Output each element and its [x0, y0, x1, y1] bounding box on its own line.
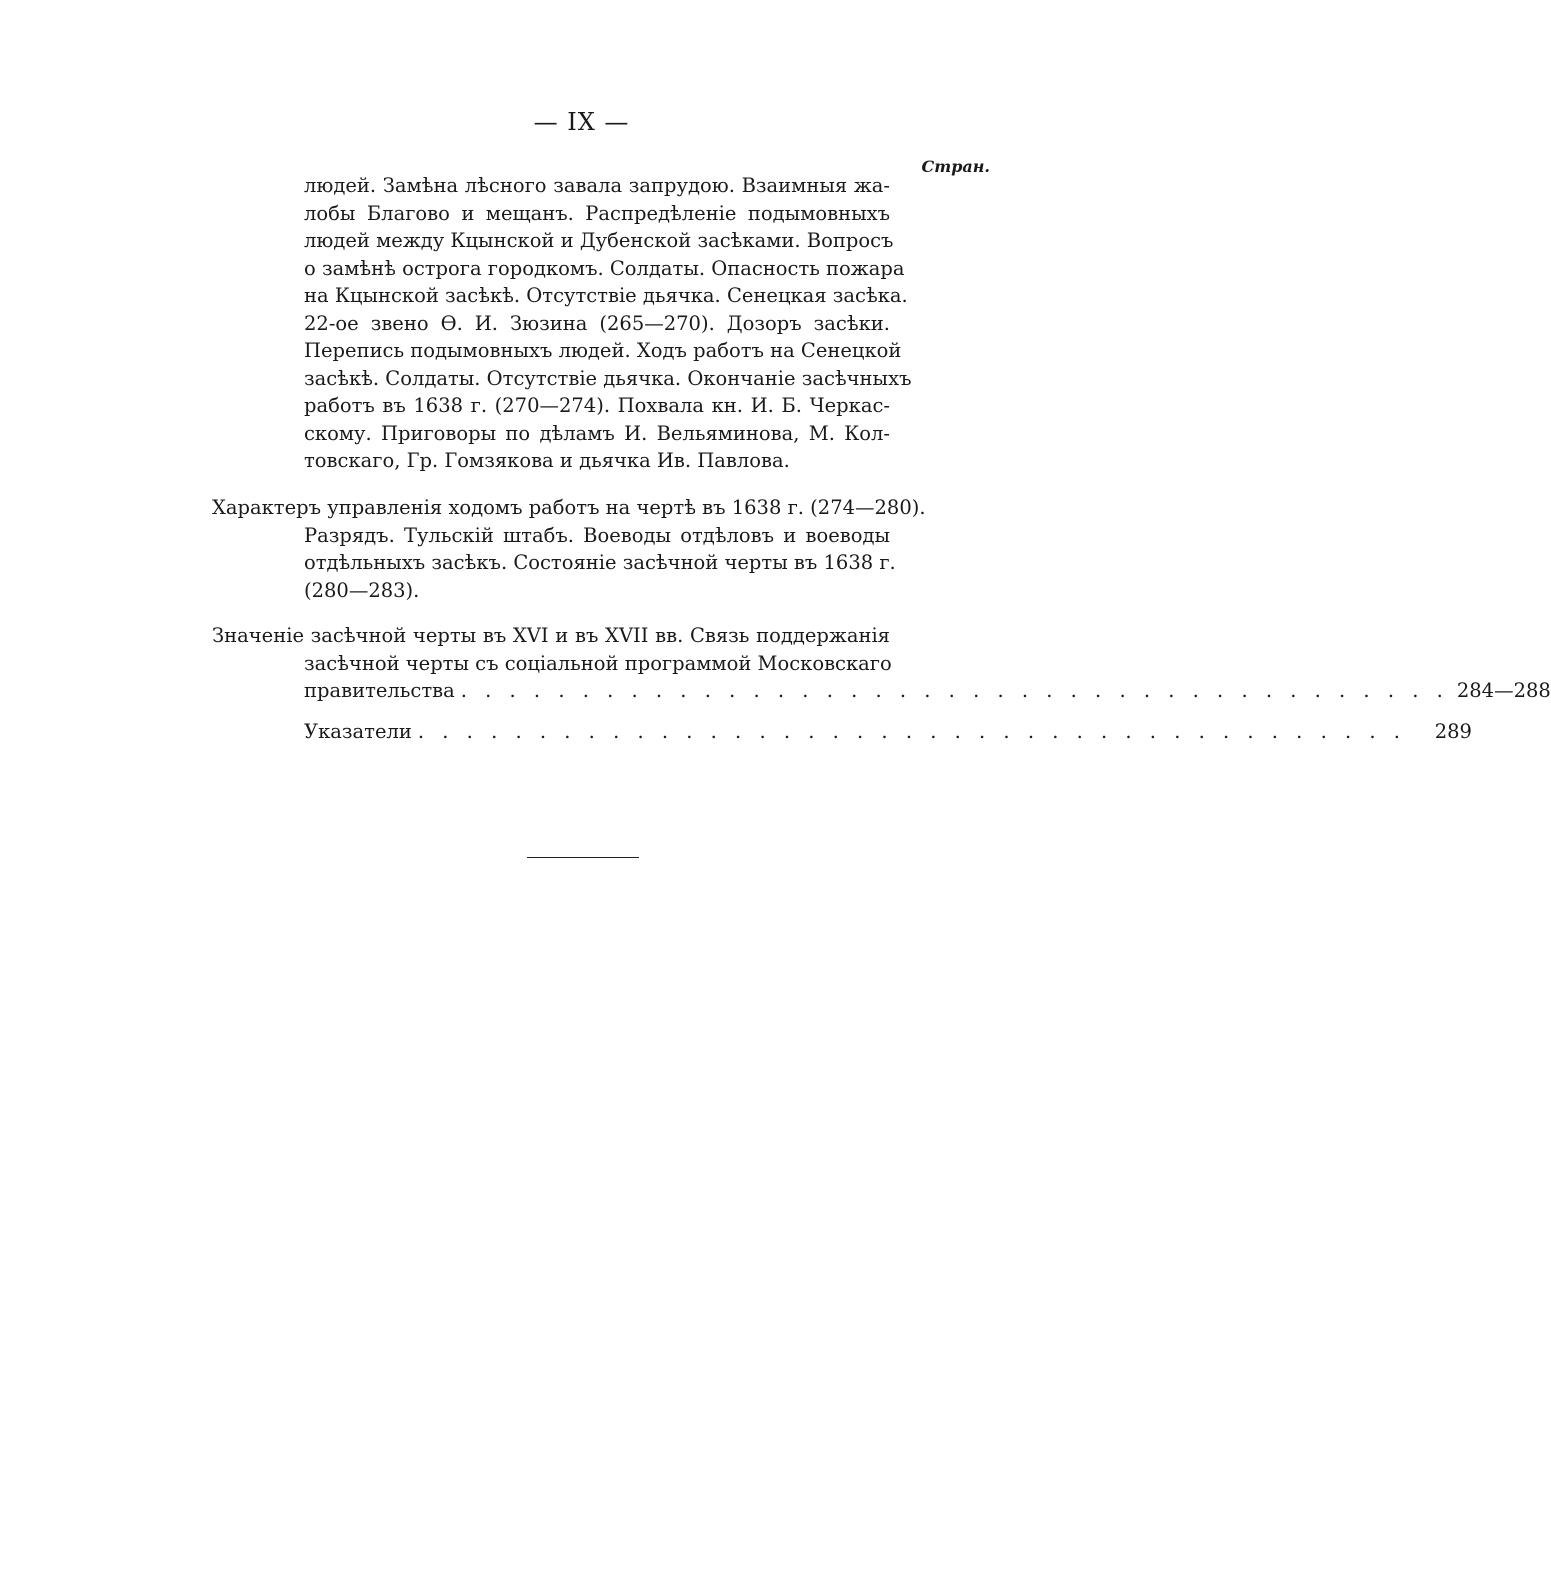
- page-number: — IX —: [533, 108, 630, 136]
- entry-line: правительства: [304, 679, 455, 702]
- entry-line: (280—283).: [304, 578, 420, 602]
- dot-leader: . . . . . . . . . . . . . . . . . . . . . . . . . . . . . . . . . . . . . . . . .: [460, 679, 1449, 702]
- entry-line: людей. Замѣна лѣсного завала запрудою. Взаимныя жа-: [304, 174, 890, 197]
- entry-leader-row: [304, 677, 1551, 705]
- toc-entry-index: [304, 718, 1472, 746]
- dot-leader: . . . . . . . . . . . . . . . . . . . . . . . . . . . . . . . . . . . . . . . . .: [417, 720, 1406, 743]
- entry-line: скому. Приговоры по дѣламъ И. Вельяминова, М. Кол-: [304, 421, 890, 445]
- index-page: 289: [1434, 720, 1472, 743]
- closing-rule: [527, 857, 639, 858]
- toc-entry-management: [212, 494, 926, 604]
- index-label: Указатели: [304, 720, 412, 743]
- entry-line: засѣчной черты съ соціальной программой Московскаго: [304, 651, 892, 675]
- toc-entry-continuation: [304, 172, 912, 475]
- entry-line: о замѣнѣ острога городкомъ. Солдаты. Опасность пожара: [304, 256, 905, 280]
- entry-line: Разрядъ. Тульскій штабъ. Воеводы отдѣловъ и воеводы: [304, 523, 890, 547]
- entry-line: отдѣльныхъ засѣкъ. Состояніе засѣчной черты въ 1638 г.: [304, 551, 896, 574]
- toc-entry-significance: [212, 622, 1551, 705]
- entry-line: засѣкѣ. Солдаты. Отсутствіе дьячка. Окончаніе засѣчныхъ: [304, 366, 912, 390]
- entry-line: работъ въ 1638 г. (270—274). Похвала кн. И. Б. Черкас-: [304, 394, 890, 417]
- page-range: 284—288: [1456, 679, 1551, 702]
- entry-line: людей между Кцынской и Дубенской засѣками. Вопросъ: [304, 229, 894, 252]
- entry-line: на Кцынской засѣкѣ. Отсутствіе дьячка. Сенецкая засѣка.: [304, 284, 908, 307]
- entry-line: Перепись подымовныхъ людей. Ходъ работъ на Сенецкой: [304, 339, 902, 362]
- entry-line: 22-ое звено Ѳ. И. Зюзина (265—270). Дозоръ засѣки.: [304, 311, 890, 335]
- entry-heading-line: Характеръ управленія ходомъ работъ на чертѣ въ 1638 г. (274—280).: [212, 496, 926, 519]
- entry-line: лобы Благово и мещанъ. Распредѣленіе подымовныхъ: [304, 201, 890, 225]
- pages-column-label: Стран.: [921, 157, 990, 176]
- entry-heading-line: Значеніе засѣчной черты въ XVI и въ XVII вв. Связь поддержанія: [212, 624, 890, 647]
- entry-line: товскаго, Гр. Гомзякова и дьячка Ив. Павлова.: [304, 449, 790, 472]
